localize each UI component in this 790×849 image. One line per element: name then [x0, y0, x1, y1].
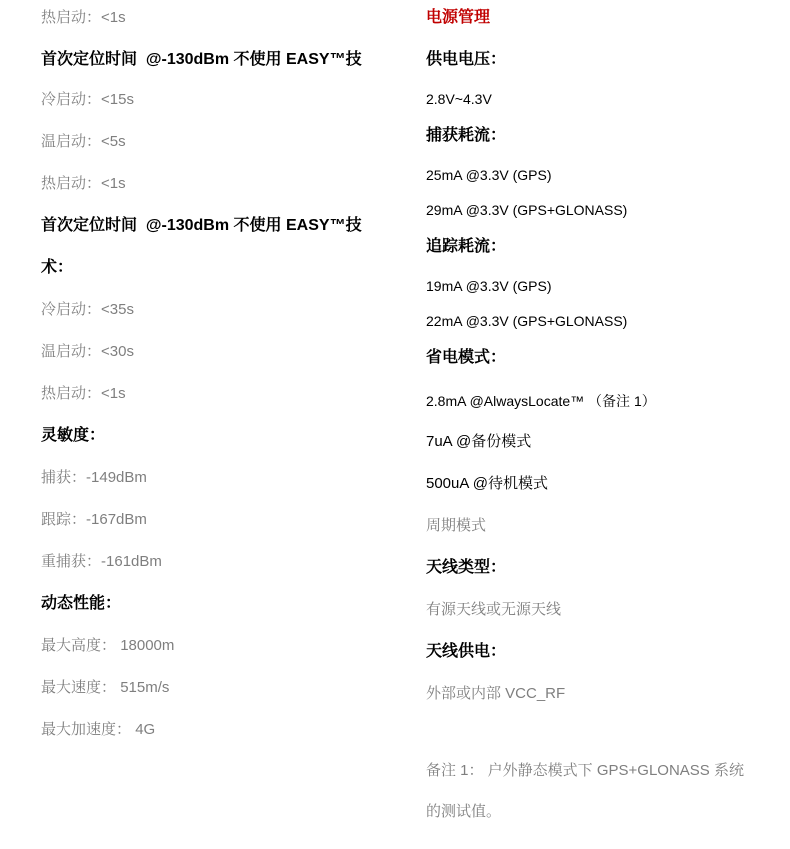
acquisition-current-gps: 25mA @3.3V (GPS) [426, 167, 552, 183]
antenna-type-value: 有源天线或无源天线 [426, 601, 562, 618]
hot-start-1: 热启动：<1s [41, 9, 126, 26]
cold-start-1: 冷启动：<15s [41, 91, 134, 108]
ttff-heading-1: 首次定位时间 @-130dBm 不使用 EASY™技 [41, 51, 362, 68]
supply-voltage-value: 2.8V~4.3V [426, 91, 492, 107]
power-save-label: 省电模式： [426, 349, 507, 366]
warm-start-2: 温启动：<30s [41, 343, 134, 360]
power-management-title: 电源管理 [426, 9, 491, 26]
hot-start-2: 热启动：<1s [41, 175, 126, 192]
tracking-current-gps: 19mA @3.3V (GPS) [426, 278, 552, 294]
acquisition-current-glonass: 29mA @3.3V (GPS+GLONASS) [426, 202, 628, 218]
antenna-type-label: 天线类型： [426, 559, 507, 576]
reacquisition-sensitivity: 重捕获：-161dBm [41, 553, 162, 570]
antenna-power-value: 外部或内部 VCC_RF [426, 685, 566, 702]
dynamic-performance-heading: 动态性能： [41, 595, 122, 612]
acquisition-sensitivity: 捕获：-149dBm [41, 469, 147, 486]
mode-backup: 7uA @备份模式 [426, 433, 532, 450]
footnote-line-1: 备注 1： 户外静态模式下 GPS+GLONASS 系统 [426, 762, 744, 779]
sensitivity-heading: 灵敏度： [41, 427, 106, 444]
ttff-heading-2: 首次定位时间 @-130dBm 不使用 EASY™技 [41, 217, 362, 234]
mode-alwayslocate: 2.8mA @AlwaysLocate™ （备注 1） [426, 393, 656, 409]
max-velocity: 最大速度： 515m/s [41, 679, 170, 696]
mode-standby: 500uA @待机模式 [426, 475, 548, 492]
max-acceleration: 最大加速度： 4G [41, 721, 156, 738]
ttff-heading-2-wrap: 术： [41, 259, 74, 276]
mode-periodic: 周期模式 [426, 517, 487, 534]
acquisition-current-label: 捕获耗流： [426, 127, 507, 144]
antenna-power-label: 天线供电： [426, 643, 507, 660]
supply-voltage-label: 供电电压： [426, 51, 507, 68]
warm-start-1: 温启动：<5s [41, 133, 126, 150]
max-altitude: 最大高度： 18000m [41, 637, 175, 654]
cold-start-2: 冷启动：<35s [41, 301, 134, 318]
hot-start-3: 热启动：<1s [41, 385, 126, 402]
tracking-current-label: 追踪耗流： [426, 238, 507, 255]
footnote-line-2: 的测试值。 [426, 803, 502, 820]
tracking-sensitivity: 跟踪：-167dBm [41, 511, 147, 528]
tracking-current-glonass: 22mA @3.3V (GPS+GLONASS) [426, 313, 628, 329]
